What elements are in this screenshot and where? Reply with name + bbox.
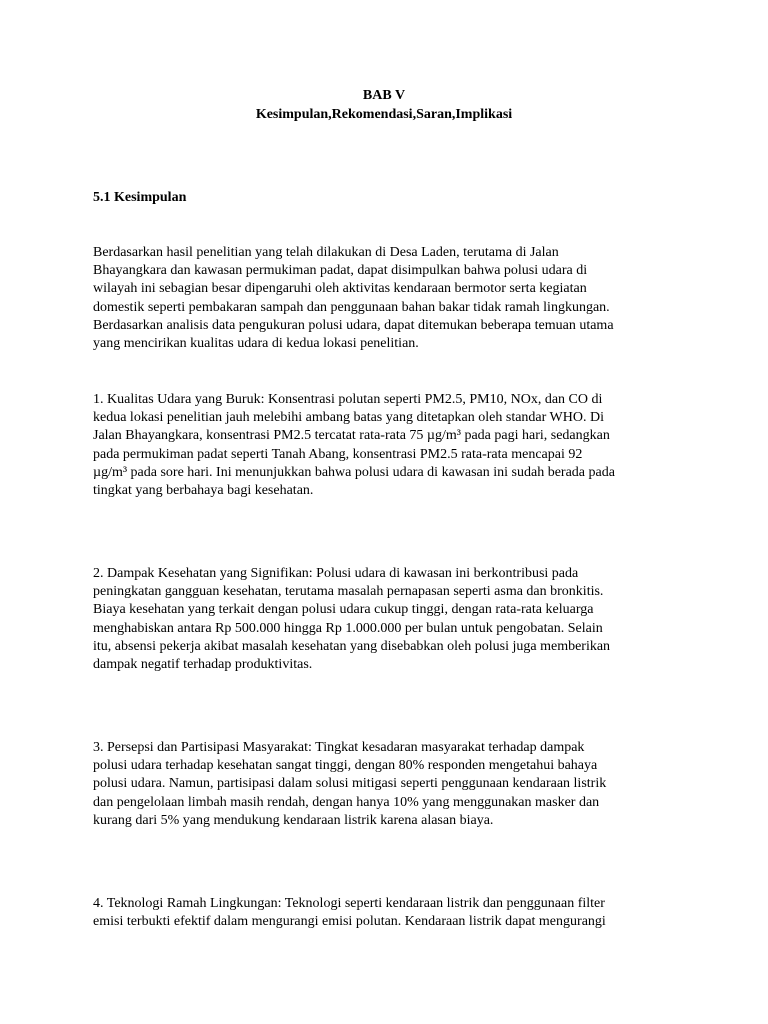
finding-paragraph-3: 3. Persepsi dan Partisipasi Masyarakat: Tingkat kesadaran masyarakat terhadap dampak polusi udara terhadap kesehatan sangat tinggi, dengan 80% responden mengetahui bahaya polusi udara. Namun, partisipasi dalam solusi mitigasi seperti penggunaan kendaraan listrik dan pengelolaan limbah masih rendah, dengan hanya 10% yang menggunakan masker dan kurang dari 5% yang mendukung kendaraan listrik karena alasan biaya. — [93, 740, 607, 828]
chapter-number: BAB V — [362, 88, 406, 103]
intro-paragraph: Berdasarkan hasil penelitian yang telah dilakukan di Desa Laden, terutama di Jalan Bhayangkara dan kawasan permukiman padat, dapat disimpulkan bahwa polusi udara di wilayah ini sebagian besar dipengaruhi oleh aktivitas kendaraan bermotor serta kegiatan domestik seperti pembakaran sampah dan penggunaan bahan bakar tidak ramah lingkungan. Berdasarkan analisis data pengukuran polusi udara, dapat ditemukan beberapa temuan utama yang mencirikan kualitas udara di kedua lokasi penelitian. — [93, 245, 614, 352]
finding-paragraph-4: 4. Teknologi Ramah Lingkungan: Teknologi seperti kendaraan listrik dan penggunaan filter emisi terbukti efektif dalam mengurangi emisi polutan. Kendaraan listrik dapat mengurangi — [93, 896, 606, 930]
finding-paragraph-2: 2. Dampak Kesehatan yang Signifikan: Polusi udara di kawasan ini berkontribusi pada peningkatan gangguan kesehatan, terutama masalah pernapasan seperti asma dan bronkitis. Biaya kesehatan yang terkait dengan polusi udara cukup tinggi, dengan rata-rata keluarga menghabiskan antara Rp 500.000 hingga Rp 1.000.000 per bulan untuk pengobatan. Selain itu, absensi pekerja akibat masalah kesehatan yang disebabkan oleh polusi juga memberikan dampak negatif terhadap produktivitas. — [93, 566, 611, 673]
chapter-title: Kesimpulan,Rekomendasi,Saran,Implikasi — [255, 107, 513, 122]
finding-paragraph-1: 1. Kualitas Udara yang Buruk: Konsentrasi polutan seperti PM2.5, PM10, NOx, dan CO di kedua lokasi penelitian jauh melebihi ambang batas yang ditetapkan oleh standar WHO. Di Jalan Bhayangkara, konsentrasi PM2.5 tercatat rata-rata 75 µg/m³ pada pagi hari, sedangkan pada permukiman padat seperti Tanah Abang, konsentrasi PM2.5 rata-rata mencapai 92 µg/m³ pada sore hari. Ini menunjukkan bahwa polusi udara di kawasan ini sudah berada pada tingkat yang berbahaya bagi kesehatan. — [93, 392, 615, 499]
chapter-title-block — [0, 86, 768, 124]
section-heading: 5.1 Kesimpulan — [93, 190, 187, 205]
